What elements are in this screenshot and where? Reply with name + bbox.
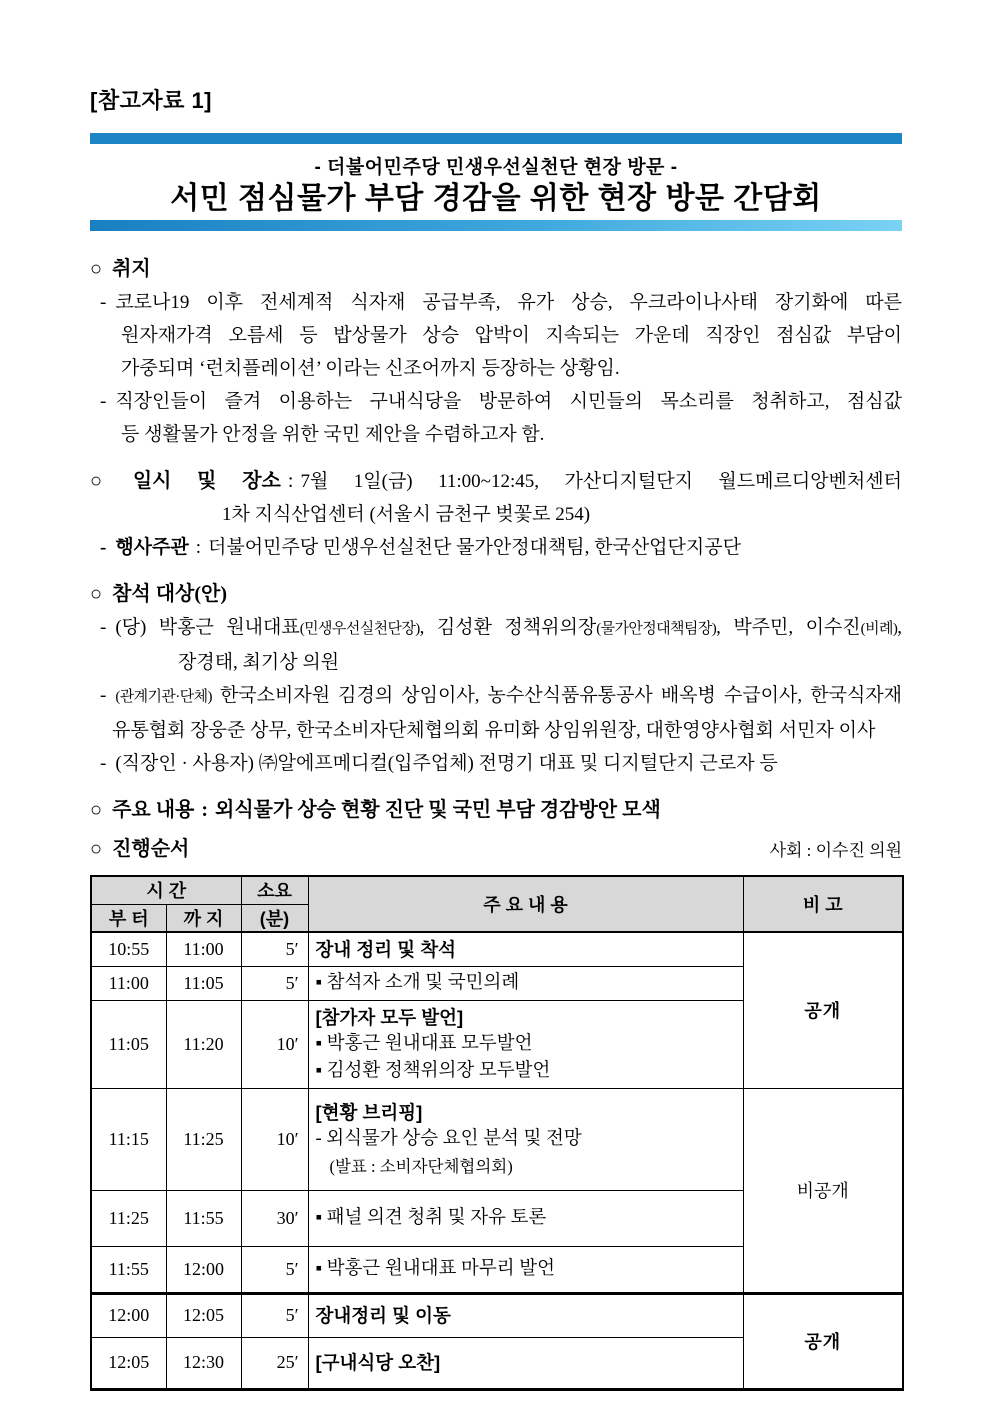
header-rule-bar-top <box>90 133 902 144</box>
colon-separator: : <box>201 799 209 821</box>
duration: 5′ <box>241 1293 308 1337</box>
time-to: 11:25 <box>166 1088 241 1190</box>
col-header-duration-bottom: (분) <box>241 904 308 932</box>
purpose-paragraph-line <box>90 385 902 418</box>
schedule-table <box>90 875 904 1391</box>
circle-bullet: ○ <box>90 258 103 280</box>
col-header-duration-top: 소요 <box>241 876 308 904</box>
purpose-paragraph-line: 원자재가격 오름세 등 밥상물가 상승 압박이 지속되는 가운데 직장인 점심값 부담이 <box>121 325 902 346</box>
col-header-note: 비 고 <box>743 876 903 932</box>
col-header-time: 시 간 <box>91 876 241 904</box>
time-from: 11:55 <box>91 1246 166 1293</box>
content-cell <box>308 1190 743 1246</box>
doc-title: 서민 점심물가 부담 경감을 위한 현장 방문 간담회 <box>170 182 822 215</box>
section-agenda <box>90 833 902 866</box>
workers-text: (직장인 · 사용자) ㈜알에프메디컬(입주업체) 전명기 대표 및 디지털단지 근로자 등 <box>115 753 778 774</box>
time-to: 12:00 <box>166 1246 241 1293</box>
schedule-row <box>91 1088 903 1190</box>
time-from: 12:00 <box>91 1293 166 1337</box>
dash-bullet: - <box>100 685 107 706</box>
content-line: [현황 브리핑] <box>315 1101 423 1123</box>
dash-bullet: - <box>100 292 107 313</box>
reference-label: [참고자료 1] <box>90 88 213 113</box>
purpose-text: 직장인들이 즐겨 이용하는 구내식당을 방문하여 시민들의 목소리를 청취하고, 점심값 <box>115 391 902 412</box>
note-open-1: 공개 <box>743 932 903 1089</box>
section-purpose <box>90 253 902 451</box>
party-text: , 박주민, 이수진 <box>716 617 861 638</box>
attendees-heading: 참석 대상(안) <box>112 583 228 605</box>
when-where-text: 7월 1일(금) 11:00~12:45, 가산디지털단지 월드메르디앙벤처센터 <box>300 471 902 492</box>
orgs-text: 한국소비자원 김경의 상임이사, 농수산식품유통공사 배옥병 수급이사, 한국식자재 <box>219 685 902 706</box>
purpose-paragraph-line <box>90 286 902 319</box>
schedule-row <box>91 932 903 967</box>
duration: 10′ <box>241 1000 308 1088</box>
party-text: , <box>897 617 902 638</box>
content-line: 장내정리 및 이동 <box>315 1305 451 1326</box>
note-closed: 비공개 <box>743 1088 903 1293</box>
content-cell <box>308 1246 743 1293</box>
purpose-heading: 취지 <box>112 258 151 280</box>
content-line: ▪ 김성환 정책위의장 모두발언 <box>315 1060 551 1081</box>
colon-separator: : <box>287 470 294 492</box>
main-topic-line <box>90 794 902 827</box>
host-heading: 행사주관 <box>115 537 189 558</box>
duration: 10′ <box>241 1088 308 1190</box>
content-line: ▪ 박홍근 원내대표 마무리 발언 <box>315 1258 556 1279</box>
agenda-heading-line <box>90 833 189 866</box>
content-cell <box>308 1293 743 1337</box>
doc-subtitle: - 더불어민주당 민생우선실천단 현장 방문 - <box>314 157 678 178</box>
time-to: 11:55 <box>166 1190 241 1246</box>
duration: 25′ <box>241 1337 308 1389</box>
duration: 5′ <box>241 932 308 967</box>
party-text: , 김성환 정책위의장 <box>419 617 597 638</box>
moderator-credit: 사회 : 이수진 의원 <box>769 841 902 860</box>
main-topic-heading: 주요 내용 <box>112 799 195 821</box>
colon-separator: : <box>195 537 202 558</box>
purpose-paragraph-line: 등 생활물가 안정을 위한 국민 제안을 수렴하고자 함. <box>121 424 545 445</box>
duration: 30′ <box>241 1190 308 1246</box>
content-line: - 외식물가 상승 요인 분석 및 전망 <box>315 1128 582 1149</box>
note-open-2: 공개 <box>743 1293 903 1389</box>
content-cell <box>308 932 743 967</box>
section-attendees <box>90 578 902 780</box>
section-when-where <box>90 465 902 564</box>
dash-bullet: - <box>100 391 107 412</box>
content-line: 장내 정리 및 착석 <box>315 938 457 960</box>
main-topic-text: 외식물가 상승 현황 진단 및 국민 부담 경감방안 모색 <box>215 799 661 821</box>
duration: 5′ <box>241 966 308 1000</box>
venue-line2: 1차 지식산업센터 (서울시 금천구 벚꽃로 254) <box>222 504 591 525</box>
dash-bullet: - <box>100 537 107 558</box>
col-header-from: 부 터 <box>91 904 166 932</box>
dash-bullet: - <box>100 617 107 638</box>
col-header-content: 주 요 내 용 <box>308 876 743 932</box>
col-header-to: 까 지 <box>166 904 241 932</box>
time-from: 12:05 <box>91 1337 166 1389</box>
host-text: 더불어민주당 민생우선실천단 물가안정대책팀, 한국산업단지공단 <box>208 537 741 558</box>
time-to: 11:05 <box>166 966 241 1000</box>
time-from: 11:05 <box>91 1000 166 1088</box>
time-to: 11:20 <box>166 1000 241 1088</box>
content-cell <box>308 1337 743 1389</box>
document-content <box>90 0 902 1391</box>
host-line <box>90 531 902 564</box>
content-line: (발표 : 소비자단체협의회) <box>329 1156 513 1176</box>
circle-bullet: ○ <box>90 838 103 860</box>
attendees-heading-line <box>90 578 902 611</box>
purpose-heading-line <box>90 253 902 286</box>
party-role-note: (비례) <box>860 621 898 637</box>
circle-bullet: ○ <box>90 799 103 821</box>
schedule-row <box>91 1293 903 1337</box>
time-from: 11:00 <box>91 966 166 1000</box>
time-to: 12:05 <box>166 1293 241 1337</box>
time-to: 11:00 <box>166 932 241 967</box>
party-role-note: (물가안정대책팀장) <box>596 621 717 637</box>
circle-bullet: ○ <box>90 583 103 605</box>
content-cell <box>308 1000 743 1088</box>
party-role-note: (민생우선실천단장) <box>299 621 420 637</box>
attendees-workers-line <box>90 747 902 780</box>
time-from: 11:15 <box>91 1088 166 1190</box>
attendees-orgs-line1 <box>90 679 902 714</box>
purpose-text: 코로나19 이후 전세계적 식자재 공급부족, 유가 상승, 우크라이나사태 장기화에 따른 <box>115 292 902 313</box>
attendees-orgs-line2: 유통협회 장웅준 상무, 한국소비자단체협의회 유미화 상임위원장, 대한영양사협회 서민자 이사 <box>112 720 876 741</box>
content-line: ▪ 박홍근 원내대표 모두발언 <box>315 1033 533 1054</box>
purpose-paragraph-line: 가중되며 ‘런치플레이션’ 이라는 신조어까지 등장하는 상황임. <box>121 358 620 379</box>
content-cell <box>308 966 743 1000</box>
duration: 5′ <box>241 1246 308 1293</box>
party-text: (당) 박홍근 원내대표 <box>115 617 300 638</box>
attendees-party-line2: 장경태, 최기상 의원 <box>178 652 340 673</box>
circle-bullet: ○ <box>90 470 123 492</box>
agenda-heading: 진행순서 <box>112 838 190 860</box>
attendees-party-line1 <box>90 611 902 646</box>
header-rule-bar-bottom <box>90 220 902 231</box>
time-from: 11:25 <box>91 1190 166 1246</box>
orgs-category-note: (관계기관·단체) <box>115 689 212 705</box>
schedule-table-header <box>91 876 903 932</box>
when-where-heading: 일시 및 장소 <box>132 470 281 492</box>
time-to: 12:30 <box>166 1337 241 1389</box>
content-line: [참가자 모두 발언] <box>315 1006 464 1028</box>
content-line: [구내식당 오찬] <box>315 1352 441 1373</box>
content-line: ▪ 참석자 소개 및 국민의례 <box>315 972 520 993</box>
time-from: 10:55 <box>91 932 166 967</box>
content-line: ▪ 패널 의견 청취 및 자유 토론 <box>315 1207 547 1228</box>
when-where-line <box>90 465 902 498</box>
dash-bullet: - <box>100 753 107 774</box>
section-main-topic <box>90 794 902 827</box>
content-cell <box>308 1088 743 1190</box>
